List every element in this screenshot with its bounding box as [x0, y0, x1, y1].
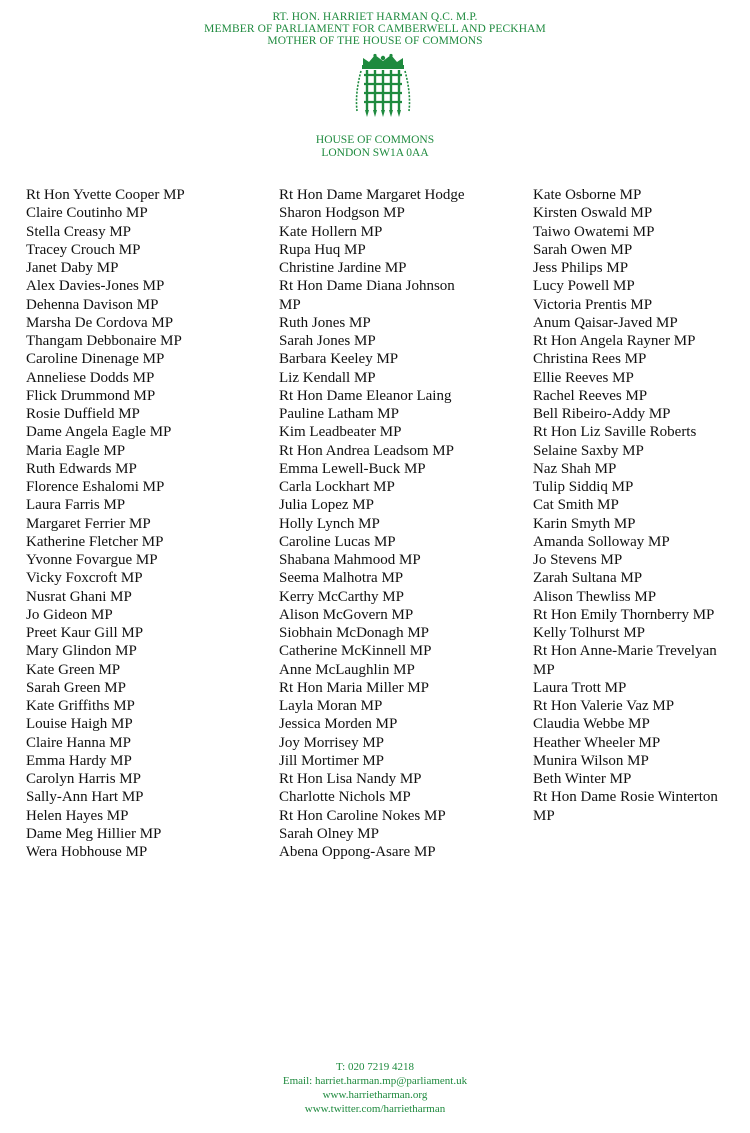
- signatory-line: Rupa Huq MP: [279, 241, 366, 258]
- signatory-line: Caroline Dinenage MP: [26, 351, 165, 368]
- signatory-line: Helen Hayes MP: [26, 807, 129, 824]
- signatory-line: Julia Lopez MP: [279, 497, 374, 514]
- signatory-line: Rt Hon Maria Miller MP: [279, 679, 429, 696]
- footer: [0, 1060, 750, 1116]
- footer-email: Email: harriet.harman.mp@parliament.uk: [282, 1075, 468, 1087]
- signatory-line: Claudia Webbe MP: [533, 716, 650, 733]
- signatory-line: Cat Smith MP: [533, 497, 619, 514]
- signatory-line: Shabana Mahmood MP: [279, 552, 421, 568]
- signatory-line: Ruth Jones MP: [279, 314, 371, 331]
- signatory-line: MP: [533, 661, 555, 678]
- signatory-line: Janet Daby MP: [26, 260, 119, 276]
- signatory-line: Marsha De Cordova MP: [26, 314, 174, 331]
- signatory-line: Sharon Hodgson MP: [279, 205, 405, 222]
- signatory-line: Rt Hon Yvette Cooper MP: [26, 187, 185, 203]
- signatory-line: Jo Stevens MP: [533, 552, 623, 568]
- signatory-line: Alex Davies-Jones MP: [26, 278, 165, 295]
- signatory-line: Sarah Owen MP: [533, 241, 633, 258]
- signatory-line: Seema Malhotra MP: [279, 570, 404, 587]
- signatory-line: Louise Haigh MP: [26, 716, 133, 733]
- signatory-line: Layla Moran MP: [279, 698, 383, 714]
- signatory-line: Kate Hollern MP: [279, 223, 383, 240]
- signatory-line: Kate Griffiths MP: [26, 698, 135, 714]
- signatory-line: Jill Mortimer MP: [279, 752, 385, 769]
- signatory-line: Rt Hon Dame Diana Johnson: [279, 278, 455, 295]
- signatory-line: Vicky Foxcroft MP: [26, 570, 143, 587]
- signatory-line: Jo Gideon MP: [26, 606, 113, 623]
- signatory-line: Kate Osborne MP: [533, 187, 642, 203]
- signatory-line: Karin Smyth MP: [533, 515, 636, 532]
- signatory-line: Rt Hon Anne-Marie Trevelyan: [533, 643, 717, 660]
- signatory-line: Rt Hon Valerie Vaz MP: [533, 698, 675, 714]
- signatory-line: Kim Leadbeater MP: [279, 424, 402, 441]
- signatory-line: Sarah Green MP: [26, 679, 126, 696]
- signatory-line: Wera Hobhouse MP: [26, 844, 148, 860]
- signatory-line: Dame Angela Eagle MP: [26, 424, 172, 441]
- signatory-line: Sally-Ann Hart MP: [26, 789, 144, 806]
- signatory-line: Emma Hardy MP: [26, 752, 132, 769]
- signatory-line: Zarah Sultana MP: [533, 570, 643, 587]
- signatory-line: Rt Hon Angela Rayner MP: [533, 333, 696, 349]
- signatory-line: Yvonne Fovargue MP: [26, 552, 158, 568]
- letterhead-address: [0, 134, 750, 160]
- signatory-line: Christine Jardine MP: [279, 260, 407, 276]
- signatory-line: Maria Eagle MP: [26, 442, 126, 459]
- signatory-line: Bell Ribeiro-Addy MP: [533, 406, 671, 422]
- signatory-line: Carolyn Harris MP: [26, 771, 141, 787]
- signatory-line: Tracey Crouch MP: [26, 241, 141, 258]
- signatory-line: Jess Philips MP: [533, 260, 629, 276]
- signatory-line: Victoria Prentis MP: [533, 296, 653, 313]
- signatory-line: Preet Kaur Gill MP: [26, 625, 144, 641]
- signatory-line: Katherine Fletcher MP: [26, 533, 164, 550]
- address-line-1: HOUSE OF COMMONS: [315, 134, 435, 146]
- signatory-line: Heather Wheeler MP: [533, 734, 661, 751]
- signatory-line: Florence Eshalomi MP: [26, 479, 165, 495]
- signatory-line: Claire Coutinho MP: [26, 205, 148, 222]
- signatory-line: Rt Hon Emily Thornberry MP: [533, 606, 715, 623]
- signatory-line: Kate Green MP: [26, 661, 121, 678]
- signatory-line: Thangam Debbonaire MP: [26, 333, 182, 349]
- signatory-line: Charlotte Nichols MP: [279, 789, 411, 806]
- signatory-line: Rt Hon Liz Saville Roberts: [533, 424, 697, 441]
- signatory-line: Sarah Jones MP: [279, 333, 376, 349]
- signatory-line: Naz Shah MP: [533, 460, 617, 477]
- letterhead: [0, 11, 750, 47]
- signatory-line: Abena Oppong-Asare MP: [279, 844, 436, 860]
- signatory-line: Anum Qaisar-Javed MP: [533, 314, 678, 331]
- signatory-line: Amanda Solloway MP: [533, 533, 670, 550]
- signatory-line: Sarah Olney MP: [279, 825, 379, 842]
- signatory-line: Taiwo Owatemi MP: [533, 223, 655, 240]
- signatory-line: Tulip Siddiq MP: [533, 479, 634, 495]
- signatory-line: Christina Rees MP: [533, 351, 647, 368]
- signatory-line: Claire Hanna MP: [26, 734, 131, 751]
- signatory-line: Dehenna Davison MP: [26, 296, 159, 313]
- signatory-line: Mary Glindon MP: [26, 643, 137, 660]
- signatory-line: Holly Lynch MP: [279, 515, 380, 532]
- signatory-line: Munira Wilson MP: [533, 752, 649, 769]
- signatory-line: Laura Farris MP: [26, 497, 126, 514]
- signatory-line: Joy Morrisey MP: [279, 734, 385, 751]
- signatory-line: Selaine Saxby MP: [533, 442, 644, 459]
- signatory-line: Liz Kendall MP: [279, 369, 376, 386]
- signatory-line: Nusrat Ghani MP: [26, 588, 132, 605]
- signatory-line: Ellie Reeves MP: [533, 369, 634, 386]
- signatory-line: Rosie Duffield MP: [26, 406, 140, 422]
- signatory-line: Barbara Keeley MP: [279, 351, 399, 368]
- signatory-line: Alison McGovern MP: [279, 606, 414, 623]
- signatory-line: Rachel Reeves MP: [533, 387, 648, 404]
- portcullis-icon: [353, 53, 413, 119]
- signatory-line: Catherine McKinnell MP: [279, 643, 432, 660]
- signatory-column-1: [26, 186, 185, 861]
- signatory-line: Rt Hon Andrea Leadsom MP: [279, 442, 454, 459]
- signatory-line: Anneliese Dodds MP: [26, 369, 155, 386]
- signatory-line: Kirsten Oswald MP: [533, 205, 653, 222]
- signatory-line: Rt Hon Caroline Nokes MP: [279, 807, 446, 824]
- signatory-line: Laura Trott MP: [533, 679, 627, 696]
- signatory-line: Lucy Powell MP: [533, 278, 635, 295]
- footer-website: www.harrietharman.org: [322, 1089, 428, 1101]
- signatory-line: Kelly Tolhurst MP: [533, 625, 646, 641]
- signatory-line: MP: [279, 296, 301, 313]
- signatory-line: Alison Thewliss MP: [533, 588, 657, 605]
- signatory-line: Stella Creasy MP: [26, 223, 131, 240]
- signatory-line: Emma Lewell-Buck MP: [279, 460, 426, 477]
- signatory-line: MP: [533, 807, 555, 824]
- signatory-line: Dame Meg Hillier MP: [26, 825, 162, 842]
- signatory-line: Siobhain McDonagh MP: [279, 625, 429, 641]
- signatory-line: Rt Hon Dame Eleanor Laing: [279, 387, 452, 404]
- letterhead-name: RT. HON. HARRIET HARMAN Q.C. M.P.: [272, 11, 478, 23]
- signatory-line: Carla Lockhart MP: [279, 479, 395, 495]
- signatory-line: Rt Hon Lisa Nandy MP: [279, 771, 422, 787]
- signatory-line: Margaret Ferrier MP: [26, 515, 151, 532]
- signatory-line: Rt Hon Dame Rosie Winterton: [533, 789, 718, 806]
- signatory-column-2: [279, 186, 465, 861]
- signatory-line: Jessica Morden MP: [279, 716, 398, 733]
- address-line-2: LONDON SW1A 0AA: [321, 147, 429, 159]
- letterhead-role: MOTHER OF THE HOUSE OF COMMONS: [267, 35, 483, 47]
- signatory-line: Pauline Latham MP: [279, 406, 399, 422]
- signatory-column-3: [533, 186, 718, 825]
- signatory-line: Kerry McCarthy MP: [279, 588, 404, 605]
- footer-twitter: www.twitter.com/harrietharman: [304, 1103, 446, 1115]
- signatory-line: Rt Hon Dame Margaret Hodge: [279, 187, 465, 203]
- footer-phone: T: 020 7219 4218: [336, 1061, 414, 1073]
- signatory-line: Flick Drummond MP: [26, 387, 156, 404]
- signatory-line: Anne McLaughlin MP: [279, 661, 415, 678]
- signatory-line: Beth Winter MP: [533, 771, 632, 787]
- signatory-line: Caroline Lucas MP: [279, 533, 396, 550]
- signatory-line: Ruth Edwards MP: [26, 460, 137, 477]
- letterhead-constituency: MEMBER OF PARLIAMENT FOR CAMBERWELL AND PECKHAM: [204, 23, 546, 35]
